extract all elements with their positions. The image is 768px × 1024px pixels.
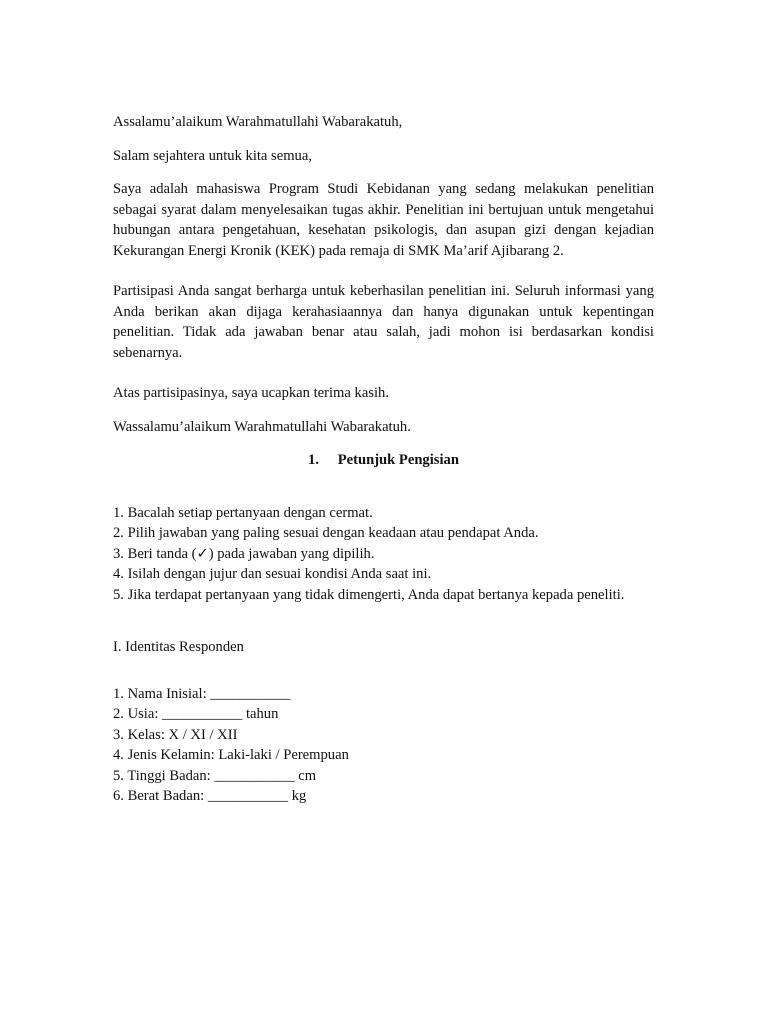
identity-list [113,684,654,807]
thanks-line: Atas partisipasinya, saya ucapkan terima kasih. [113,385,389,401]
closing-line: Wassalamu’alaikum Warahmatullahi Wabarakatuh. [113,418,411,435]
list-item: 5. Tinggi Badan: ___________ cm [113,767,317,784]
instructions-heading-title: Petunjuk Pengisian [337,452,459,468]
list-item: 2. Usia: ___________ tahun [113,706,279,722]
identity-heading: I. Identitas Responden [113,639,244,655]
intro-paragraph: Saya adalah mahasiswa Program Studi Kebidanan yang sedang melakukan penelitian sebagai syarat dalam menyelesaikan tugas akhir. Penelitian ini bertujuan untuk mengetahui hubungan antara pengetahuan, kesehatan psikologis, dan asupan gizi dengan kejadian Kekurangan Energi Kronik (KEK) pada remaja di SMK Ma’arif Ajibarang 2. [113,181,654,259]
greeting: Assalamu’alaikum Warahmatullahi Wabarakatuh, [113,114,403,130]
list-item: 5. Jika terdapat pertanyaan yang tidak dimengerti, Anda dapat bertanya kepada peneliti. [113,586,625,603]
instructions-heading [113,450,654,471]
instructions-list [113,503,654,606]
document-page [113,112,654,807]
list-item: 6. Berat Badan: ___________ kg [113,788,307,804]
instructions-heading-number: 1. [308,452,319,468]
salutation: Salam sejahtera untuk kita semua, [113,147,312,164]
list-item: 4. Jenis Kelamin: Laki-laki / Perempuan [113,747,349,763]
list-item: 1. Nama Inisial: ___________ [113,685,291,702]
list-item: 1. Bacalah setiap pertanyaan dengan cermat. [113,504,373,521]
list-item: 3. Kelas: X / XI / XII [113,726,238,743]
participation-paragraph: Partisipasi Anda sangat berharga untuk keberhasilan penelitian ini. Seluruh informasi yang Anda berikan akan dijaga kerahasiaannya dan hanya digunakan untuk kepentingan penelitian. Tidak ada jawaban benar atau salah, jadi mohon isi berdasarkan kondisi sebenarnya. [113,283,654,361]
list-item: 3. Beri tanda (✓) pada jawaban yang dipilih. [113,545,375,562]
list-item: 2. Pilih jawaban yang paling sesuai dengan keadaan atau pendapat Anda. [113,525,539,541]
list-item: 4. Isilah dengan jujur dan sesuai kondisi Anda saat ini. [113,566,432,582]
